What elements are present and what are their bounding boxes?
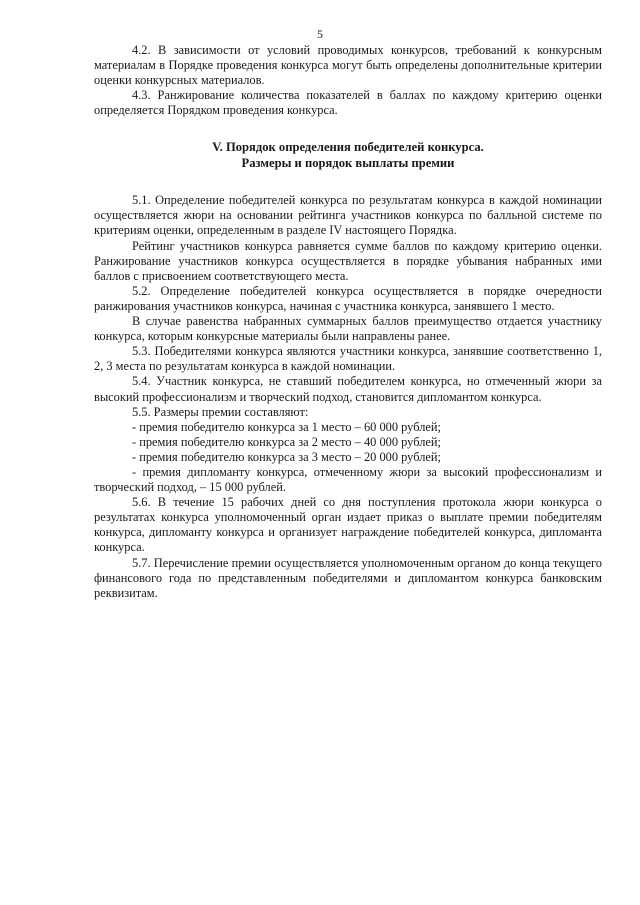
list-item-prize-3: - премия победителю конкурса за 3 место – 20 000 рублей;	[132, 449, 441, 464]
section-title-line-1: V. Порядок определения победителей конкурса.	[212, 140, 484, 155]
list-item-prize-1: - премия победителю конкурса за 1 место – 60 000 рублей;	[132, 419, 441, 434]
paragraph-4-3: 4.3. Ранжирование количества показателей в баллах по каждому критерию оценки определяется Порядком проведения конкурса.	[94, 88, 602, 118]
paragraph-rating: Рейтинг участников конкурса равняется сумме баллов по каждому критерию оценки. Ранжирование участников конкурса осуществляется в порядке убывания набранных ими баллов с присвоением соответствующего места.	[94, 238, 602, 283]
page-body	[94, 43, 602, 601]
paragraph-5-5: 5.5. Размеры премии составляют:	[132, 404, 309, 419]
section-title	[94, 140, 602, 171]
paragraph-5-2: 5.2. Определение победителей конкурса осуществляется в порядке очередности ранжирования участников конкурса, начиная с участника конкурса, занявшего 1 место.	[94, 283, 602, 313]
paragraph-4-2: 4.2. В зависимости от условий проводимых конкурсов, требований к конкурсным материалам в Порядке проведения конкурса могут быть определены дополнительные критерии оценки конкурсных материалов.	[94, 43, 602, 88]
page-number: 5	[317, 27, 323, 41]
paragraph-tie-rule: В случае равенства набранных суммарных баллов преимущество отдается участнику конкурса, которым конкурсные материалы были направлены ранее.	[94, 314, 602, 344]
paragraph-5-6: 5.6. В течение 15 рабочих дней со дня поступления протокола жюри конкурса о результатах конкурса уполномоченный орган издает приказ о выплате премии победителям конкурса, дипломанту конкурса и организует награждение победителей конкурса, дипломанта конкурса.	[94, 495, 602, 555]
paragraph-5-4: 5.4. Участник конкурса, не ставший победителем конкурса, но отмеченный жюри за высокий профессионализм и творческий подход, становится дипломантом конкурса.	[94, 374, 602, 404]
list-item-prize-2: - премия победителю конкурса за 2 место – 40 000 рублей;	[132, 434, 441, 449]
paragraph-5-3: 5.3. Победителями конкурса являются участники конкурса, занявшие соответственно 1, 2, 3 места по результатам конкурса в каждой номинации.	[94, 344, 602, 374]
section-title-line-2: Размеры и порядок выплаты премии	[241, 155, 455, 170]
paragraph-5-1: 5.1. Определение победителей конкурса по результатам конкурса в каждой номинации осуществляется жюри на основании рейтинга участников конкурса по балльной системе по критериям оценки, определенным в разделе IV настоящего Порядка.	[94, 193, 602, 238]
list-item-prize-diploma: - премия дипломанту конкурса, отмеченному жюри за высокий профессионализм и творческий подход, – 15 000 рублей.	[94, 464, 602, 495]
paragraph-5-7: 5.7. Перечисление премии осуществляется уполномоченным органом до конца текущего финансового года по представленным победителями и дипломантом конкурса банковским реквизитам.	[94, 555, 602, 600]
